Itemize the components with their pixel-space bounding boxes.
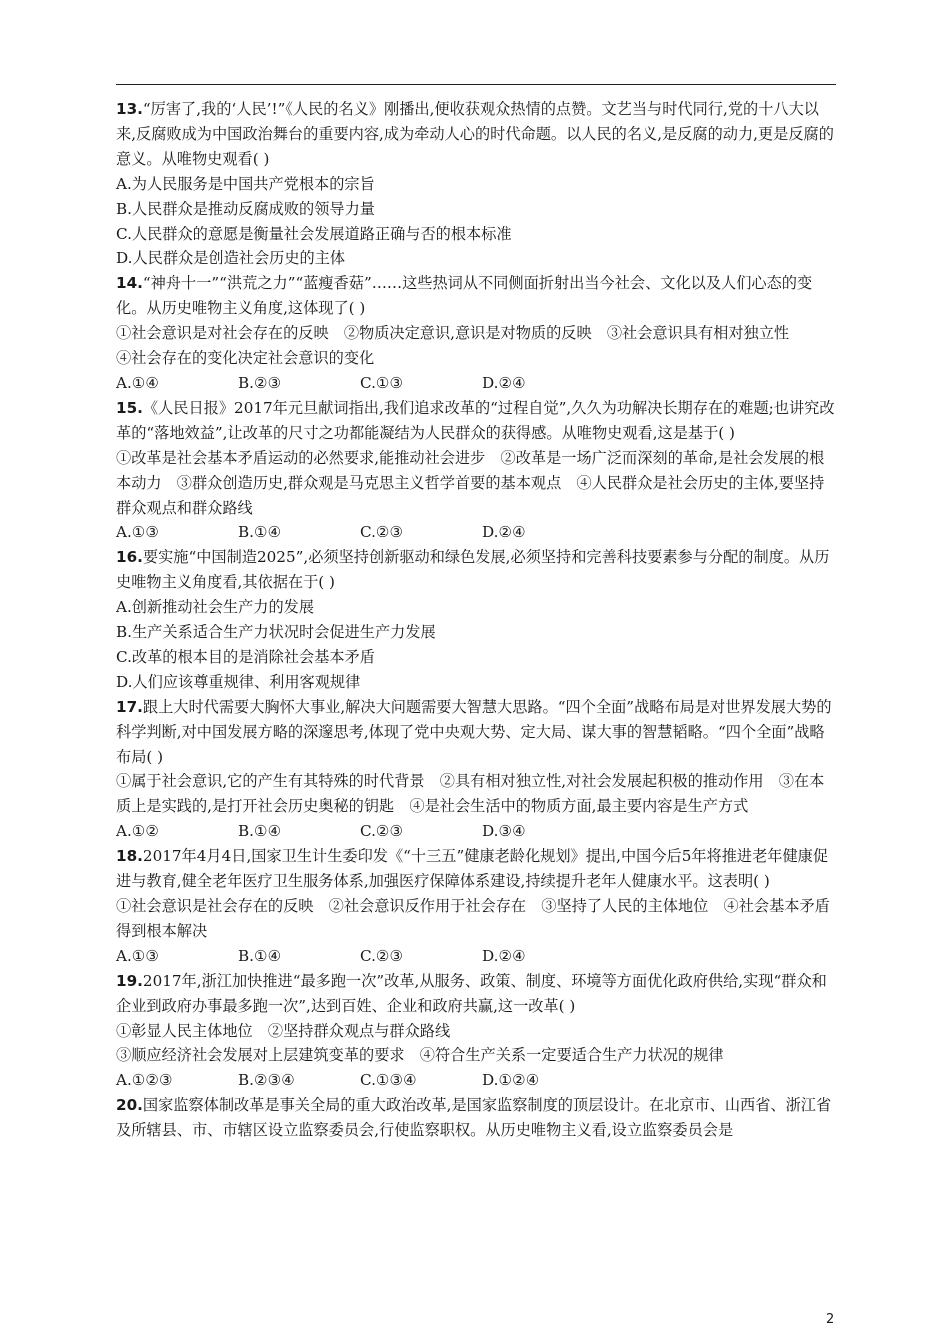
question-number: 14. xyxy=(116,274,143,293)
choice-d: D.①②④ xyxy=(482,1071,540,1090)
question-number: 15. xyxy=(116,398,143,417)
header-rule xyxy=(116,84,836,85)
question-17 xyxy=(116,695,838,844)
choice-b: B.②③ xyxy=(238,373,282,392)
question-stem: 15.《人民日报》2017年元旦献词指出,我们追求改革的“过程自觉”,久久为功解决长期存在的难题;也讲究改革的“落地效益”,让改革的尺寸之功都能凝结为人民群众的获得感。从唯物史观看,这是基于( ) xyxy=(116,398,835,442)
choice-a: A.①③ xyxy=(116,523,160,542)
question-number: 17. xyxy=(116,697,143,716)
choice-b: B.①④ xyxy=(238,523,282,542)
question-stem: 14.“神舟十一”“洪荒之力”“蓝瘦香菇”……这些热词从不同侧面折射出当今社会、文化以及人们心态的变化。从历史唯物主义角度,这体现了( ) xyxy=(116,274,813,318)
option-a: A.为人民服务是中国共产党根本的宗旨 xyxy=(116,174,375,193)
question-stem: 17.跟上大时代需要大胸怀大事业,解决大问题需要大智慧大思路。“四个全面”战略布局是对世界发展大势的科学判断,对中国发展方略的深邃思考,体现了党中央观大势、定大局、谋大事的智慧韬略。“四个全面”战略布局( ) xyxy=(116,697,832,766)
choice-a: A.①③ xyxy=(116,946,160,965)
choice-b: B.①④ xyxy=(238,822,282,841)
choice-c: C.②③ xyxy=(360,523,404,542)
question-number: 13. xyxy=(116,100,143,118)
choice-c: C.①③④ xyxy=(360,1071,417,1090)
option-c: C.人民群众的意愿是衡量社会发展道路正确与否的根本标准 xyxy=(116,224,512,243)
question-14 xyxy=(116,271,838,396)
question-number: 19. xyxy=(116,971,143,990)
choice-b: B.②③④ xyxy=(238,1071,295,1090)
question-20 xyxy=(116,1093,838,1143)
choice-a: A.①②③ xyxy=(116,1071,173,1090)
choice-d: D.②④ xyxy=(482,373,526,392)
statement-line: ④社会存在的变化决定社会意识的变化 xyxy=(116,349,375,368)
choice-d: D.②④ xyxy=(482,523,526,542)
question-15 xyxy=(116,396,838,545)
option-b: B.生产关系适合生产力状况时会促进生产力发展 xyxy=(116,623,436,642)
question-19 xyxy=(116,969,838,1094)
statement-line: ①改革是社会基本矛盾运动的必然要求,能推动社会进步 ②改革是一场广泛而深刻的革命,是社会发展的根本动力 ③群众创造历史,群众观是马克思主义哲学首要的基本观点 ④人民群众是社会历史的主体,要坚持群众观点和群众路线 xyxy=(116,448,825,517)
statement-line: ①属于社会意识,它的产生有其特殊的时代背景 ②具有相对独立性,对社会发展起积极的推动作用 ③在本质上是实践的,是打开社会历史奥秘的钥匙 ④是社会生活中的物质方面,最主要内容是生产方式 xyxy=(116,772,825,816)
choice-a: A.①④ xyxy=(116,373,160,392)
choice-row xyxy=(116,944,838,969)
question-stem: 13.“厉害了,我的‘人民’!”《人民的名义》刚播出,便收获观众热情的点赞。文艺当与时代同行,党的十八大以来,反腐败成为中国政治舞台的重要内容,成为牵动人心的时代命题。以人民的名义,是反腐的动力,更是反腐的意义。从唯物史观看( ) xyxy=(116,100,834,168)
choice-row xyxy=(116,1068,838,1093)
option-d: D.人民群众是创造社会历史的主体 xyxy=(116,249,346,268)
statement-line: ①社会意识是对社会存在的反映 ②物质决定意识,意识是对物质的反映 ③社会意识具有相对独立性 xyxy=(116,324,790,343)
choice-c: C.②③ xyxy=(360,822,404,841)
option-a: A.创新推动社会生产力的发展 xyxy=(116,598,315,617)
question-number: 20. xyxy=(116,1096,143,1115)
question-13 xyxy=(116,97,838,271)
option-c: C.改革的根本目的是消除社会基本矛盾 xyxy=(116,647,375,666)
question-stem: 19.2017年,浙江加快推进“最多跑一次”改革,从服务、政策、制度、环境等方面优化政府供给,实现“群众和企业到政府办事最多跑一次”,达到百姓、企业和政府共赢,这一改革( ) xyxy=(116,971,827,1015)
choice-c: C.②③ xyxy=(360,946,404,965)
choice-row xyxy=(116,371,838,396)
choice-a: A.①② xyxy=(116,822,160,841)
question-stem: 18.2017年4月4日,国家卫生计生委印发《“十三五”健康老龄化规划》提出,中国今后5年将推进老年健康促进与教育,健全老年医疗卫生服务体系,加强医疗保障体系建设,持续提升老年人健康水平。这表明( ) xyxy=(116,847,829,891)
choice-b: B.①④ xyxy=(238,946,282,965)
statement-line: ③顺应经济社会发展对上层建筑变革的要求 ④符合生产关系一定要适合生产力状况的规律 xyxy=(116,1046,724,1065)
question-stem: 16.要实施“中国制造2025”,必须坚持创新驱动和绿色发展,必须坚持和完善科技要素参与分配的制度。从历史唯物主义角度看,其依据在于( ) xyxy=(116,548,830,592)
statement-line: ①彰显人民主体地位 ②坚持群众观点与群众路线 xyxy=(116,1021,451,1040)
choice-d: D.②④ xyxy=(482,946,526,965)
option-b: B.人民群众是推动反腐成败的领导力量 xyxy=(116,199,375,218)
choice-c: C.①③ xyxy=(360,373,404,392)
page-number: 2 xyxy=(826,1312,835,1327)
choice-d: D.③④ xyxy=(482,822,526,841)
choice-row xyxy=(116,819,838,844)
choice-row xyxy=(116,520,838,545)
question-stem: 20.国家监察体制改革是事关全局的重大政治改革,是国家监察制度的顶层设计。在北京市、山西省、浙江省及所辖县、市、市辖区设立监察委员会,行使监察职权。从历史唯物主义看,设立监察委员会是 xyxy=(116,1096,832,1140)
question-18 xyxy=(116,844,838,969)
question-number: 18. xyxy=(116,847,143,866)
question-number: 16. xyxy=(116,548,143,567)
option-d: D.人们应该尊重规律、利用客观规律 xyxy=(116,672,361,691)
question-16 xyxy=(116,545,838,694)
question-list xyxy=(116,97,838,1143)
statement-line: ①社会意识是社会存在的反映 ②社会意识反作用于社会存在 ③坚持了人民的主体地位 ④社会基本矛盾得到根本解决 xyxy=(116,897,830,940)
